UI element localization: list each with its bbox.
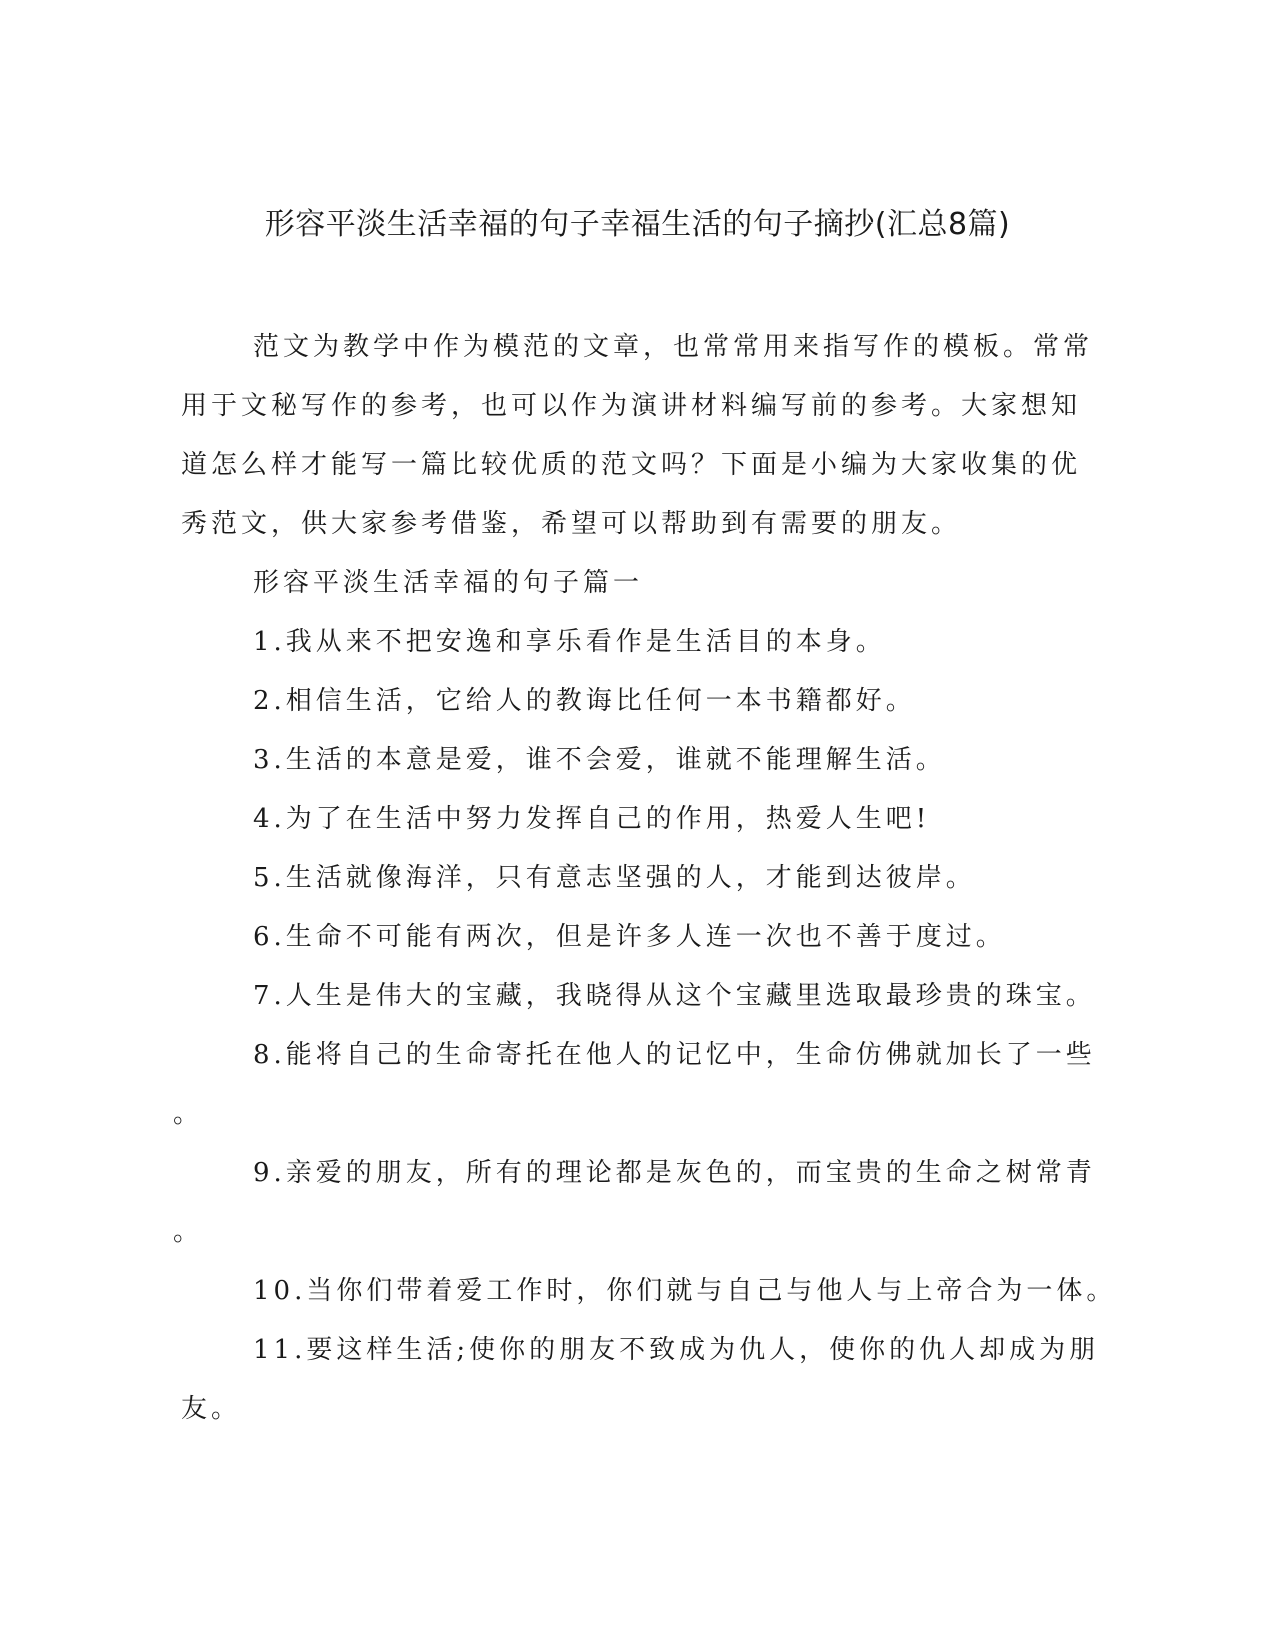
list-item: 1.我从来不把安逸和享乐看作是生活目的本身。 xyxy=(253,627,886,657)
list-item: 9.亲爱的朋友，所有的理论都是灰色的，而宝贵的生命之树常青 xyxy=(253,1158,1096,1188)
section-heading: 形容平淡生活幸福的句子篇一 xyxy=(253,568,644,598)
list-item: 8.能将自己的生命寄托在他人的记忆中，生命仿佛就加长了一些 xyxy=(253,1040,1096,1070)
intro-line: 秀范文，供大家参考借鉴，希望可以帮助到有需要的朋友。 xyxy=(181,509,962,539)
document-title: 形容平淡生活幸福的句子幸福生活的句子摘抄(汇总8篇) xyxy=(264,207,1011,242)
list-item-continuation: 。 xyxy=(173,1217,204,1247)
list-item-continuation: 友。 xyxy=(181,1394,242,1424)
list-item-continuation: 。 xyxy=(173,1099,204,1129)
intro-line: 用于文秘写作的参考，也可以作为演讲材料编写前的参考。大家想知 xyxy=(181,391,1082,421)
list-item: 2.相信生活，它给人的教诲比任何一本书籍都好。 xyxy=(253,686,916,716)
intro-line: 范文为教学中作为模范的文章，也常常用来指写作的模板。常常 xyxy=(253,332,1094,362)
list-item: 6.生命不可能有两次，但是许多人连一次也不善于度过。 xyxy=(253,922,1006,952)
list-item: 4.为了在生活中努力发挥自己的作用，热爱人生吧! xyxy=(253,804,931,834)
intro-line: 道怎么样才能写一篇比较优质的范文吗？下面是小编为大家收集的优 xyxy=(181,450,1082,480)
list-item: 7.人生是伟大的宝藏，我晓得从这个宝藏里选取最珍贵的珠宝。 xyxy=(253,981,1096,1011)
list-item: 10.当你们带着爱工作时，你们就与自己与他人与上帝合为一体。 xyxy=(253,1276,1117,1306)
list-item: 3.生活的本意是爱，谁不会爱，谁就不能理解生活。 xyxy=(253,745,946,775)
document-body xyxy=(173,318,1117,1439)
list-item: 11.要这样生活;使你的朋友不致成为仇人，使你的仇人却成为朋 xyxy=(253,1335,1100,1365)
list-item: 5.生活就像海洋，只有意志坚强的人，才能到达彼岸。 xyxy=(253,863,976,893)
